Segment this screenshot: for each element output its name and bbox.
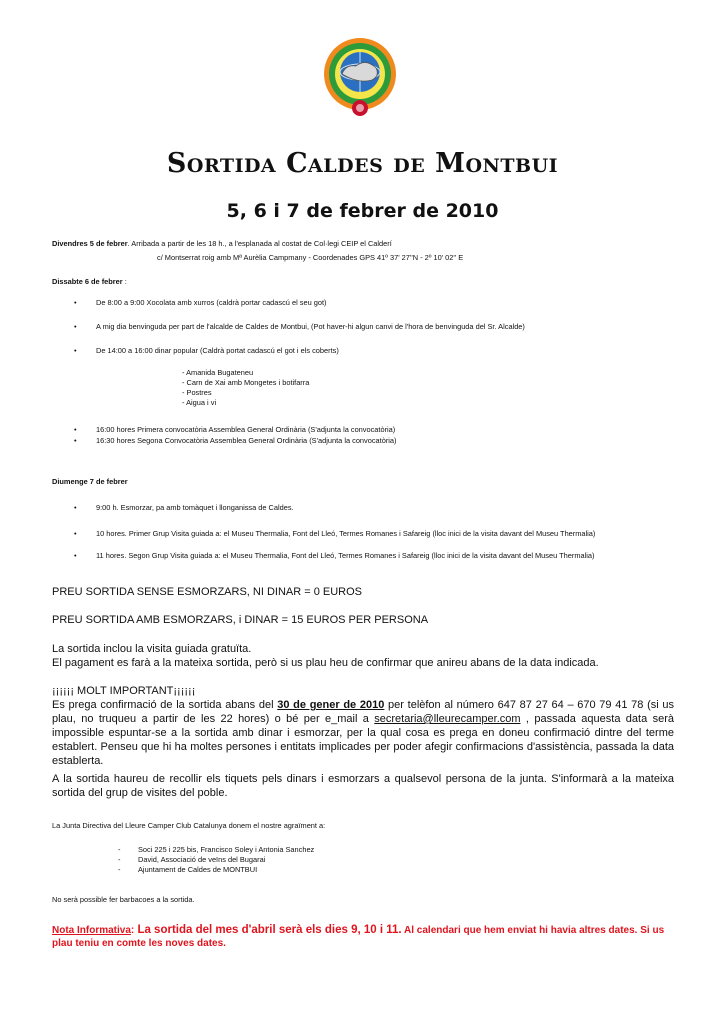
- list-item: • De 14:00 a 16:00 dinar popular (Caldrà portat cadascú el got i els coberts): [74, 346, 339, 355]
- deadline-date: 30 de gener de 2010: [277, 699, 385, 711]
- list-item: - David, Associació de veïns del Bugarai: [118, 855, 266, 864]
- friday-address: c/ Montserrat roig amb Mª Aurèlia Campmany - Coordenades GPS 41º 37' 27''N - 2º 10' 02'' E: [157, 253, 464, 262]
- club-logo-icon: [320, 36, 400, 120]
- page-title: Sortida Caldes de Montbui: [166, 148, 559, 179]
- price-line-2: PREU SORTIDA AMB ESMORZARS, i DINAR = 15 EUROS PER PERSONA: [52, 614, 429, 626]
- saturday-heading: Dissabte 6 de febrer :: [52, 277, 127, 286]
- list-item: • 16:30 hores Segona Convocatòria Assemblea General Ordinària (S'adjunta la convocatòria): [74, 436, 397, 445]
- sunday-label: Diumenge 7 de febrer: [52, 477, 128, 486]
- important-paragraph: Es prega confirmació de la sortida abans del 30 de gener de 2010 per telèfon al número 647 87 27 64 – 670 79 41 78 (si us plau, no truqueu a partir de les 22 hores) o bé per e_mail a secretaria@lleurecamper.com , passada aquesta data serà impossible espuntar-se a la sortida amb dinar i esmorzar, per la qual cosa es prega en doneu confirmació dintre del terme establert. Penseu que hi ha moltes persones i entitats implicades per poder afegir confirmacions d'assistència, passada la data establerta.: [52, 699, 675, 767]
- list-item: • A mig dia benvinguda per part de l'alcalde de Caldes de Montbui, (Pot haver-hi algun canvi de l'hora de benvinguda del Sr. Alcalde): [74, 322, 525, 331]
- tickets-paragraph: A la sortida haureu de recollir els tiquets pels dinars i esmorzars a qualsevol persona de la junta. S'informarà a la mateixa sortida del grup de visites del poble.: [52, 773, 674, 799]
- price-line-1: PREU SORTIDA SENSE ESMORZARS, NI DINAR = 0 EUROS: [52, 586, 363, 598]
- menu-item: - Carn de Xai amb Mongetes i botifarra: [182, 378, 310, 387]
- dash-icon: -: [118, 865, 121, 874]
- note-guided-visit: La sortida inclou la visita guiada gratuïta.: [52, 643, 252, 655]
- friday-text: . Arribada a partir de les 18 h., a l'esplanada al costat de Col·legi CEIP el Calderí: [127, 239, 392, 248]
- menu-list: [182, 368, 309, 408]
- bbq-note: No serà possible fer barbacoes a la sortida.: [52, 895, 195, 904]
- page-subtitle: 5, 6 i 7 de febrer de 2010: [226, 200, 499, 222]
- bullet-icon: •: [74, 298, 77, 307]
- list-item: • De 8:00 a 9:00 Xocolata amb xurros (caldrà portar cadascú el seu got): [74, 298, 327, 307]
- sunday-heading: [52, 477, 128, 487]
- note-payment: El pagament es farà a la mateixa sortida, però si us plau heu de confirmar que anireu abans de la data indicada.: [52, 657, 599, 669]
- email-link[interactable]: secretaria@lleurecamper.com: [374, 713, 521, 725]
- bullet-icon: •: [74, 436, 77, 445]
- dash-icon: -: [118, 855, 121, 864]
- list-item: • 10 hores. Primer Grup Visita guiada a: el Museu Thermalia, Font del Lleó, Termes Romanes i Safareig (lloc inici de la visita davant del Museu Thermalia): [74, 529, 596, 538]
- bullet-icon: •: [74, 322, 77, 331]
- list-item: • 9:00 h. Esmorzar, pa amb tomàquet i llonganissa de Caldes.: [74, 503, 294, 512]
- saturday-label: Dissabte 6 de febrer: [52, 277, 123, 286]
- menu-item: - Postres: [182, 388, 212, 397]
- list-item: • 16:00 hores Primera convocatòria Assemblea General Ordinària (S'adjunta la convocatòria): [74, 425, 396, 434]
- list-item: • 11 hores. Segon Grup Visita guiada a: el Museu Thermalia, Font del Lleó, Termes Romanes i Safareig (lloc inici de la visita davant del Museu Thermalia): [74, 551, 595, 560]
- thanks-list: [118, 845, 314, 875]
- bullet-icon: •: [74, 346, 77, 355]
- dash-icon: -: [118, 845, 121, 854]
- list-item: - Ajuntament de Caldes de MONTBUI: [118, 865, 258, 874]
- menu-item: - Amanida Bugateneu: [182, 368, 254, 377]
- bullet-icon: •: [74, 529, 77, 538]
- thanks-intro: La Junta Directiva del Lleure Camper Club Catalunya donem el nostre agraïment a:: [52, 821, 326, 830]
- footer-label: Nota Informativa: [52, 925, 131, 936]
- bullet-icon: •: [74, 425, 77, 434]
- bullet-icon: •: [74, 503, 77, 512]
- list-item: - Soci 225 i 225 bis, Francisco Soley i Antonia Sanchez: [118, 845, 315, 854]
- menu-item: - Aigua i vi: [182, 398, 217, 407]
- friday-label: Divendres 5 de febrer: [52, 239, 128, 248]
- footer-dates: La sortida del mes d'abril serà els dies 9, 10 i 11.: [134, 924, 402, 936]
- footer-note: Nota Informativa: La sortida del mes d'abril serà els dies 9, 10 i 11. Al calendari que hem enviat hi havia altres dates. Si us plau teniu en comte les noves dates.: [52, 924, 665, 949]
- bullet-icon: •: [74, 551, 77, 560]
- important-heading: ¡¡¡¡¡¡ MOLT IMPORTANT¡¡¡¡¡¡: [52, 685, 196, 697]
- friday-line: [52, 239, 692, 249]
